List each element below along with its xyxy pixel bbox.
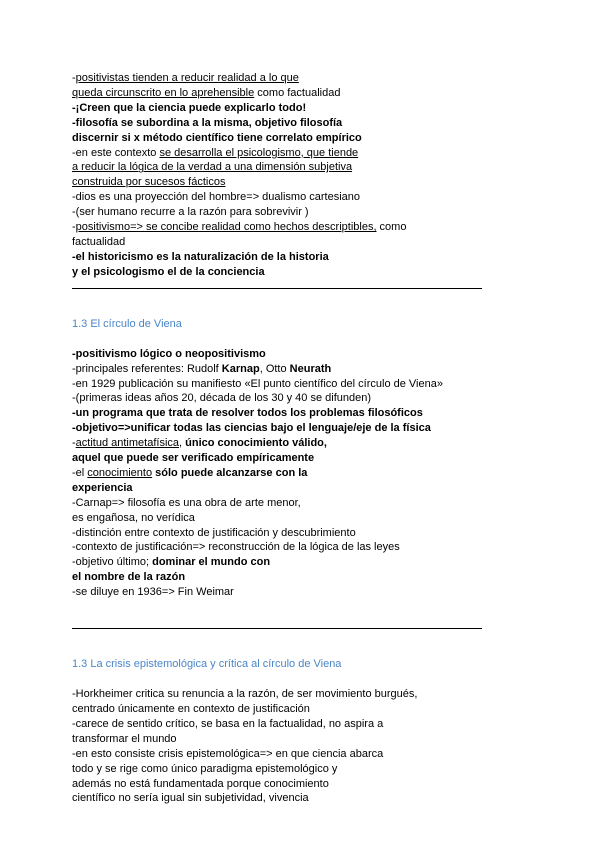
note-line: [72, 250, 484, 265]
note-text: experiencia: [72, 481, 133, 494]
note-line: [72, 540, 484, 555]
note-text: conocimiento: [87, 466, 153, 479]
note-text: único conocimiento válido,: [185, 437, 327, 450]
note-text: -se diluye en 1936=> Fin Weimar: [72, 586, 234, 599]
note-line: [72, 205, 484, 220]
section-heading-crisis-epistemologica: 1.3 La crisis epistemológica y crítica al círculo de Viena: [72, 658, 342, 671]
note-line: [72, 235, 484, 250]
note-text: se desarrolla el psicologismo, que tiende: [159, 146, 359, 159]
section-positivismo-notes: [72, 71, 484, 280]
note-line: [72, 116, 484, 131]
note-text: -Horkheimer critica su renuncia a la razón, de ser movimiento burgués,: [72, 688, 418, 701]
note-line: [72, 777, 484, 792]
note-text: es engañosa, no verídica: [72, 511, 195, 524]
note-line: [72, 160, 484, 175]
note-text: -principales referentes: Rudolf: [72, 362, 222, 375]
note-text: -carece de sentido crítico, se basa en la factualidad, no aspira a: [72, 717, 384, 730]
note-text: -¡Creen que la ciencia puede explicarlo todo!: [72, 101, 307, 114]
note-text: -(ser humano recurre a la razón para sobrevivir ): [72, 206, 309, 219]
note-text: construida por sucesos fácticos: [72, 176, 226, 189]
note-line: [72, 791, 484, 806]
note-text: y el psicologismo el de la conciencia: [72, 265, 265, 278]
note-line: [72, 377, 484, 392]
note-text: Neurath: [289, 362, 332, 375]
note-text: -en 1929 publicación su manifiesto «El punto científico del círculo de Viena»: [72, 377, 443, 390]
note-line: [72, 496, 484, 511]
note-text: como: [376, 221, 407, 234]
note-line: [72, 86, 484, 101]
note-text: -distinción entre contexto de justificación y descubrimiento: [72, 526, 356, 539]
note-text: dominar el mundo con: [152, 556, 271, 569]
note-text: además no está fundamentada porque conocimiento: [72, 777, 329, 790]
note-line: [72, 362, 484, 377]
note-text: -un programa que trata de resolver todos los problemas filosóficos: [72, 407, 423, 420]
note-line: [72, 511, 484, 526]
note-text: sólo puede alcanzarse con la: [152, 466, 308, 479]
note-text: -contexto de justificación=> reconstrucción de la lógica de las leyes: [72, 541, 400, 554]
note-line: [72, 146, 484, 161]
note-text: -: [72, 437, 76, 450]
note-line: [72, 391, 484, 406]
note-text: centrado únicamente en contexto de justificación: [72, 703, 310, 715]
note-line: [72, 406, 484, 421]
note-line: [72, 190, 484, 205]
note-text: aquel que puede ser verificado empíricamente: [72, 452, 315, 465]
note-line: [72, 585, 484, 600]
section-heading-circulo-viena: 1.3 El círculo de Viena: [72, 317, 182, 330]
note-line: [72, 220, 484, 235]
note-text: positivismo=> se concibe realidad como hechos descriptibles,: [75, 221, 377, 234]
note-line: [72, 421, 484, 436]
note-line: [72, 347, 484, 362]
note-line: [72, 526, 484, 541]
note-line: [72, 762, 484, 777]
note-text: transformar el mundo: [72, 732, 177, 745]
note-text: factualidad: [72, 235, 126, 248]
note-line: [72, 555, 484, 570]
note-line: [72, 466, 484, 481]
note-line: [72, 436, 484, 451]
note-text: el nombre de la razón: [72, 571, 186, 584]
note-line: [72, 71, 484, 86]
note-text: como factualidad: [254, 86, 341, 99]
note-text: ,: [179, 437, 186, 450]
note-text: -filosofía se subordina a la misma, objetivo filosofía: [72, 116, 343, 129]
note-text: positivistas tienden a reducir realidad a lo que: [75, 72, 299, 84]
note-text: -: [72, 72, 76, 84]
note-line: [72, 687, 484, 702]
note-text: todo y se rige como único paradigma epistemológico y: [72, 762, 338, 775]
note-line: [72, 451, 484, 466]
section-circulo-viena-notes: [72, 347, 484, 600]
note-text: -Carnap=> filosofía es una obra de arte menor,: [72, 496, 301, 509]
note-line: [72, 717, 484, 732]
note-text: -objetivo último;: [72, 556, 153, 569]
note-line: [72, 175, 484, 190]
note-text: Karnap: [221, 362, 260, 375]
note-text: -objetivo=>unificar todas las ciencias bajo el lenguaje/eje de la física: [72, 422, 431, 435]
note-text: científico no sería igual sin subjetividad, vivencia: [72, 792, 309, 805]
note-line: [72, 702, 484, 717]
note-text: actitud antimetafísica: [75, 437, 180, 450]
note-line: [72, 570, 484, 585]
note-text: a reducir la lógica de la verdad a una dimensión subjetiva: [72, 161, 353, 174]
note-line: [72, 131, 484, 146]
document-page: [72, 71, 484, 806]
note-text: queda circunscrito en lo aprehensible: [72, 86, 255, 99]
note-text: -el: [72, 466, 88, 479]
note-line: [72, 265, 484, 280]
note-text: -dios es una proyección del hombre=> dualismo cartesiano: [72, 191, 360, 204]
note-text: -en esto consiste crisis epistemológica=> en que ciencia abarca: [72, 747, 384, 760]
note-text: -positivismo lógico o neopositivismo: [72, 347, 266, 360]
note-text: , Otto: [259, 362, 290, 375]
note-line: [72, 481, 484, 496]
note-line: [72, 732, 484, 747]
note-text: -el historicismo es la naturalización de la historia: [72, 250, 329, 263]
note-text: -: [72, 221, 76, 234]
section-crisis-notes: [72, 687, 484, 806]
note-text: -en este contexto: [72, 146, 160, 159]
note-text: -(primeras ideas años 20, década de los 30 y 40 se difunden): [72, 392, 372, 405]
note-line: [72, 747, 484, 762]
note-text: discernir si x método científico tiene correlato empírico: [72, 131, 362, 144]
note-line: [72, 101, 484, 116]
